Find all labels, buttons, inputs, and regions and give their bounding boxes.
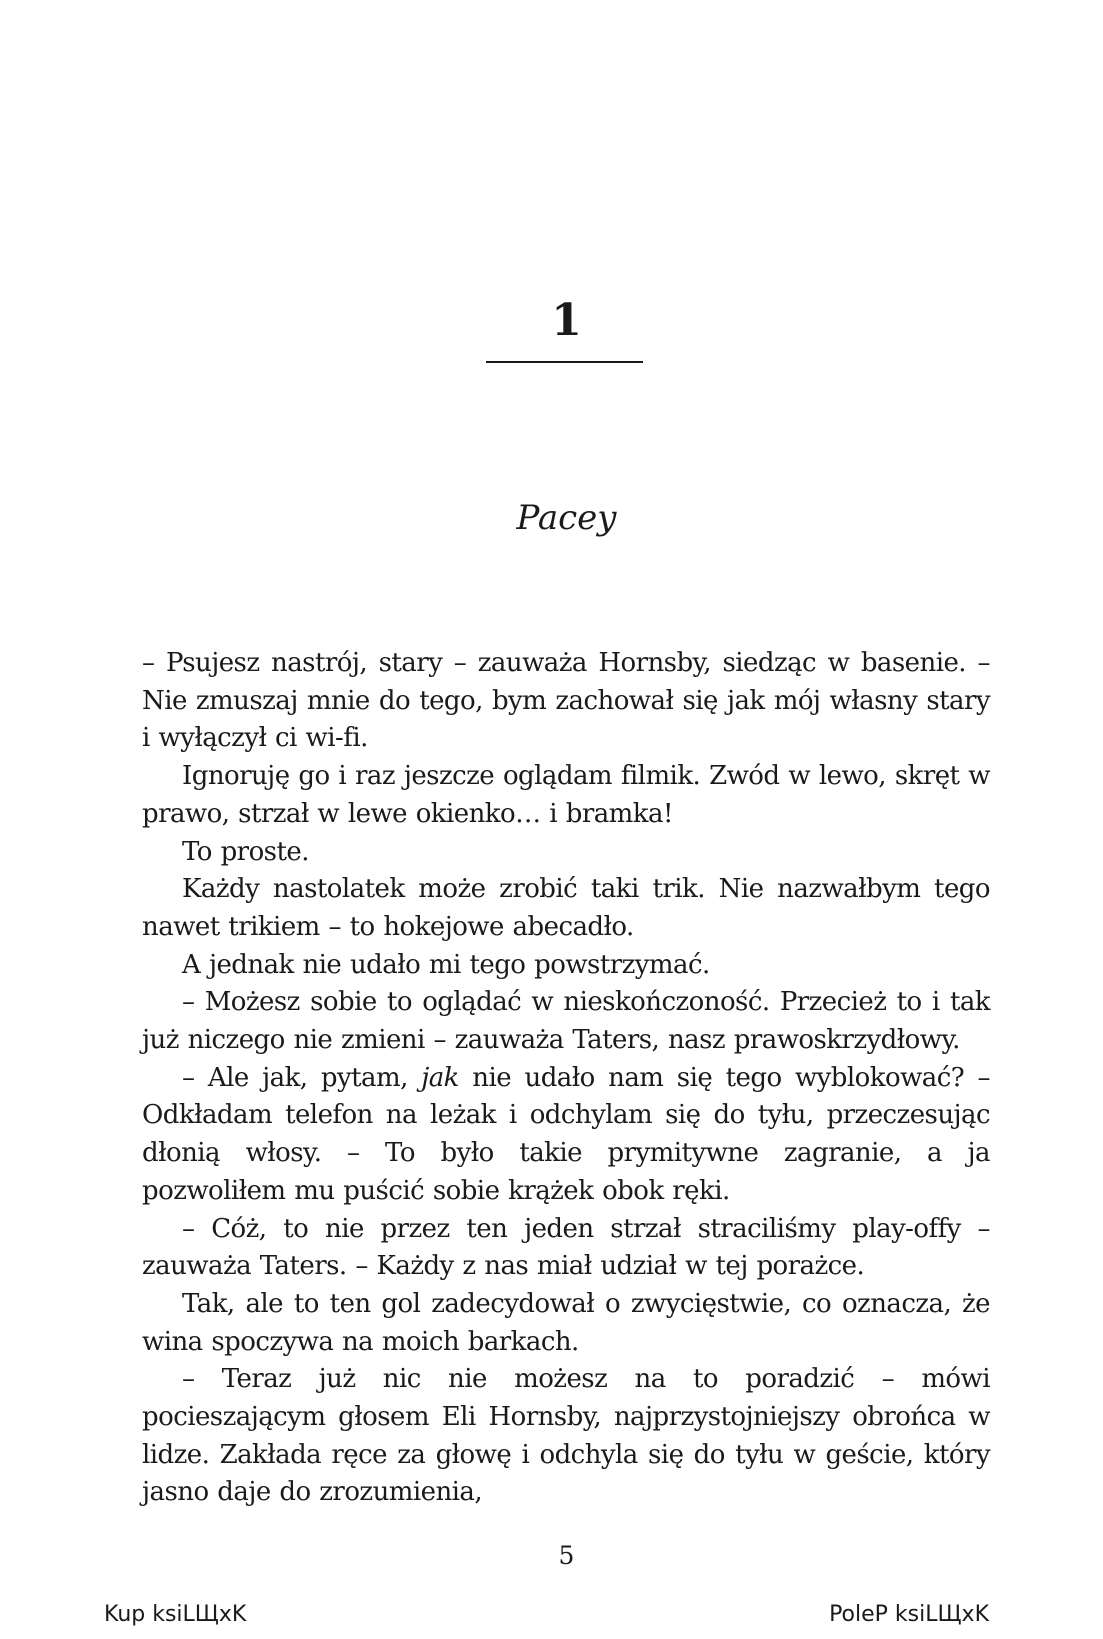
- paragraph: – Teraz już nic nie możesz na to poradzić – mówi pocieszającym głosem Eli Hornsby, najprzystojniejszy obrońca w lidze. Zakłada ręce za głowę i odchyla się do tyłu w geście, który jasno daje do zrozumienia,: [142, 1364, 990, 1508]
- paragraph: – Cóż, to nie przez ten jeden strzał straciliśmy play-offy – zauważa Taters. – Każdy z nas miał udział w tej porażce.: [142, 1213, 990, 1282]
- buy-book-link[interactable]: Kup ksiLЩxK: [104, 1602, 247, 1627]
- body-text: [142, 645, 990, 1512]
- paragraph-text: nie udało nam się tego wyblokować? – Odkładam telefon na leżak i odchylam się do tyłu, przeczesując dłonią włosy. – To było takie prymitywne zagranie, a ja pozwoliłem mu puścić sobie krążek obok ręki.: [142, 1062, 990, 1206]
- chapter-divider: [486, 361, 643, 363]
- recommend-book-link[interactable]: PoleP ksiLЩxK: [829, 1602, 989, 1627]
- paragraph: – Psujesz nastrój, stary – zauważa Hornsby, siedząc w basenie. – Nie zmuszaj mnie do tego, bym zachował się jak mój własny stary i wyłączył ci wi-fi.: [142, 648, 990, 754]
- paragraph: A jednak nie udało mi tego powstrzymać.: [182, 949, 710, 980]
- paragraph: Każdy nastolatek może zrobić taki trik. Nie nazwałbym tego nawet trikiem – to hokejowe abecadło.: [142, 874, 990, 942]
- paragraph: [142, 1060, 990, 1211]
- paragraph: Tak, ale to ten gol zadecydował o zwycięstwie, co oznacza, że wina spoczywa na moich barkach.: [142, 1288, 990, 1357]
- chapter-number: 1: [551, 295, 582, 346]
- page-number: 5: [558, 1541, 575, 1570]
- emphasis: jak: [421, 1062, 459, 1093]
- paragraph-text: – Ale jak, pytam,: [182, 1062, 422, 1093]
- paragraph: Ignoruję go i raz jeszcze oglądam filmik. Zwód w lewo, skręt w prawo, strzał w lewe okienko… i bramka!: [142, 761, 990, 829]
- paragraph: – Możesz sobie to oglądać w nieskończoność. Przecież to i tak już niczego nie zmieni – zauważa Taters, nasz prawoskrzydłowy.: [142, 987, 990, 1056]
- paragraph: To proste.: [182, 836, 309, 867]
- chapter-title: Pacey: [516, 498, 617, 538]
